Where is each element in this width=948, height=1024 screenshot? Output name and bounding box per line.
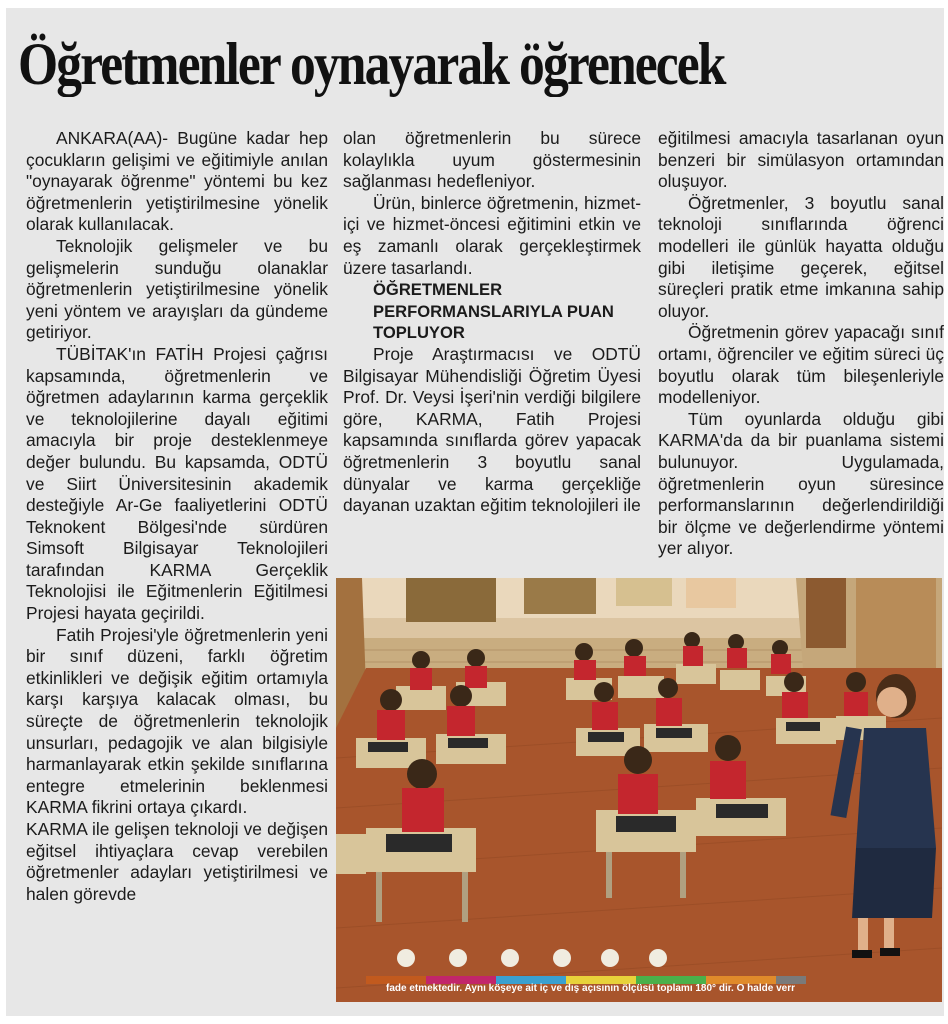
- notes-icon[interactable]: [649, 949, 667, 967]
- virtual-classroom-image: [336, 578, 942, 1002]
- article-column-3: [658, 128, 944, 560]
- headline: Öğretmenler oynayarak öğrenecek: [18, 31, 725, 97]
- paragraph: eğitilmesi amacıyla tasarlanan oyun benzeri bir simülasyon ortamından oluşuyor.: [658, 128, 944, 192]
- clipboard-icon[interactable]: [501, 949, 519, 967]
- cork-board: [406, 578, 496, 622]
- door: [806, 578, 846, 648]
- ticker-text: fade etmektedir. Aynı köşeye ait iç ve dış açısının ölçüsü toplamı 180° dir. O halde verr: [386, 983, 795, 994]
- poster: [616, 578, 672, 606]
- article-column-2: [343, 128, 641, 517]
- cork-board: [524, 578, 596, 614]
- cube-icon[interactable]: [601, 949, 619, 967]
- paragraph: Teknolojik gelişmeler ve bu gelişmelerin sunduğu olanaklar öğretmenlerin yetiştirilmesine yönelik yeni yöntem ve arayışları da gündeme getiriyor.: [26, 235, 328, 343]
- globe-icon[interactable]: [449, 949, 467, 967]
- classroom-illustration: [336, 578, 942, 1002]
- paragraph: Öğretmenin görev yapacağı sınıf ortamı, öğrenciler ve eğitim süreci üç boyutlu olarak tüm bileşenleriyle modelleniyor.: [658, 322, 944, 408]
- paragraph: olan öğretmenlerin bu sürece kolaylıkla uyum göstermesinin sağlanması hedefleniyor.: [343, 128, 641, 192]
- paragraph: KARMA ile gelişen teknoloji ve değişen eğitsel ihtiyaçlara cevap verebilen öğretmenler adayları yetiştirilmesi ve halen görevde: [26, 819, 328, 904]
- paragraph: ANKARA(AA)- Bugüne kadar hep çocukların gelişimi ve eğitimiyle anılan "oynayarak öğrenme" yöntemi bu kez öğretmenlerin yetiştirilmesine yönelik olarak kullanılacak.: [26, 128, 328, 235]
- paragraph: Fatih Projesi'yle öğretmenlerin yeni bir sınıf düzeni, farklı öğretim etkinlikleri ve değişik eğitim ortamıyla karşı karşıya kalacak olması, bu süreçte de öğretmenlerin teknolojik unsurları, pedagojik ve alan bilgisiyle harmanlayarak etkin şekilde sınıflarına entegre etmelerinin beklenmesi KARMA fikrini ortaya çıkardı.: [26, 624, 328, 818]
- paragraph: TÜBİTAK'ın FATİH Projesi çağrısı kapsamında, öğretmenlerin ve öğretmen adaylarının karma gerçeklik ve teknolojilerine dayalı eğitimi amacıyla bir proje desteklenmeye değer bulundu. Bu kapsamda, ODTÜ ve Siirt Üniversitesinin akademik desteğiyle Ar-Ge faaliyetlerini ODTÜ Teknokent Bölgesi'nde sürdüren Simsoft Bilgisayar Teknolojileri tarafından KARMA Gerçeklik Teknolojisi ile Eğitmenlerin Eğitilmesi Projesi hayata geçirildi.: [26, 343, 328, 624]
- article-column-1: [26, 128, 328, 905]
- eraser-icon[interactable]: [553, 949, 571, 967]
- book-icon[interactable]: [397, 949, 415, 967]
- paragraph: Öğretmenler, 3 boyutlu sanal teknoloji sınıflarında öğrenci modelleri ile günlük hayatta olduğu gibi iletişime geçerek, eğitsel süreçleri pratik etme imkanına sahip oluyor.: [658, 192, 944, 321]
- subheading: ÖĞRETMENLER PERFORMANSLARIYLA PUAN TOPLUYOR: [373, 280, 614, 343]
- paragraph: Ürün, binlerce öğretmenin, hizmet-içi ve hizmet-öncesi eğitimini etkin ve eş zamanlı olarak gerçekleştirmek üzere tasarlandı.: [343, 192, 641, 278]
- paragraph: Proje Araştırmacısı ve ODTÜ Bilgisayar Mühendisliği Öğretim Üyesi Prof. Dr. Veysi İşeri'nin verdiği bilgilere göre, KARMA, Fatih Projesi kapsamında sınıflarda görev yapacak öğretmenlerin 3 boyutlu sanal dünyalar ve karma gerçekliğe dayanan uzaktan eğitim teknolojileri ile: [343, 343, 641, 516]
- paragraph: Tüm oyunlarda olduğu gibi KARMA'da da bir puanlama sistemi bulunuyor. Uygulamada, öğretmenlerin oyun süresince performanslarının değerlendirildiği bir ölçme ve değerlendirme yöntemi yer alıyor.: [658, 408, 944, 559]
- poster: [686, 578, 736, 608]
